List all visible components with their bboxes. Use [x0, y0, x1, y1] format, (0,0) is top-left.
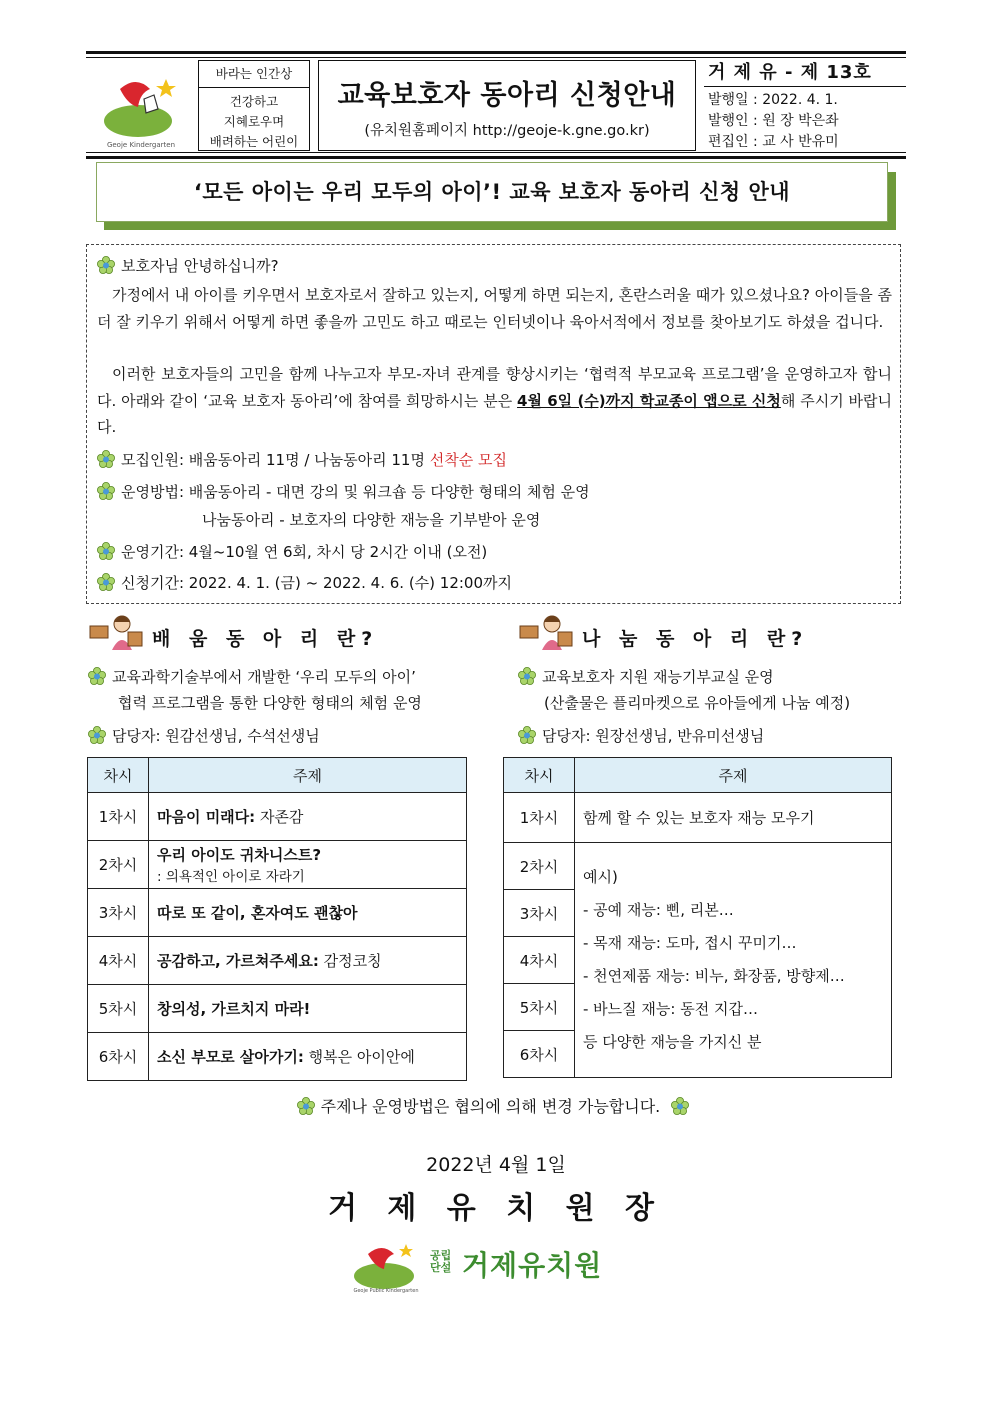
header [86, 51, 906, 159]
footer-kindergarten-name: 거제유치원 [462, 1249, 603, 1282]
flower-icon [297, 1097, 315, 1115]
flower-icon [97, 573, 115, 591]
method-line-2: 나눔동아리 - 보호자의 다양한 재능을 기부받아 운영 [202, 511, 541, 529]
examples-cell: 예시) - 공예 재능: 삔, 리본… - 목재 재능: 도마, 접시 꾸미기… - 천연제품 재능: 비누, 화장품, 방향제… - 바느질 재능: 동전 지갑… 등 다양한 재능을 가지신 분 [575, 843, 892, 1078]
learn-manager: 담당자: 원감선생님, 수석선생님 [88, 723, 320, 749]
flower-icon [97, 482, 115, 500]
learn-desc-1: 교육과학기술부에서 개발한 ‘우리 모두의 아이’ [88, 664, 416, 690]
table-row: 2차시 우리 아이도 귀차니스트? : 의욕적인 아이로 자라기 [88, 841, 467, 889]
table-row: 2차시 예시) - 공예 재능: 삔, 리본… - 목재 재능: 도마, 접시 꾸미기… - 천연제품 재능: 비누, 화장품, 방향제… - 바느질 재능: 동전 지갑… 등 다양한 재능을 가지신 분 [504, 843, 892, 890]
teacher-icon [88, 612, 148, 652]
deadline-highlight: 4월 6일 (수)까지 학교종이 앱으로 신청 [517, 391, 781, 410]
greeting: 보호자님 안녕하십니까? [121, 257, 279, 275]
first-come-note: 선착순 모집 [429, 451, 507, 469]
motto-line: 배려하는 어린이 [209, 134, 299, 149]
motto-title: 바라는 인간상 [199, 61, 309, 88]
flower-icon [518, 667, 536, 685]
banner-title: ‘모든 아이는 우리 모두의 아이’! 교육 보호자 동아리 신청 안내 [96, 162, 888, 222]
share-club-title: 나 눔 동 아 리 란? [582, 628, 809, 650]
flower-icon [97, 256, 115, 274]
editor: 편집인 : 교 사 반유미 [708, 134, 839, 150]
share-desc-1: 교육보호자 지원 재능기부교실 운영 [518, 664, 774, 690]
table-row: 4차시 공감하고, 가르쳐주세요: 감정코칭 [88, 937, 467, 985]
footer-logo [350, 1236, 650, 1296]
table-row: 5차시 창의성, 가르치지 마라! [88, 985, 467, 1033]
flower-icon [671, 1097, 689, 1115]
kindergarten-logo [86, 59, 196, 151]
table-row: 1차시 함께 할 수 있는 보호자 재능 모우기 [504, 793, 892, 843]
table-row: 3차시 따로 또 같이, 혼자여도 괜찮아 [88, 889, 467, 937]
intro-box [86, 244, 901, 604]
page-title: 교육보호자 동아리 신청안내 [337, 80, 677, 111]
table-row: 6차시 소신 부모로 살아가기: 행복은 아이안에 [88, 1033, 467, 1081]
svg-text:Geoje Public Kindergarten: Geoje Public Kindergarten [353, 1288, 419, 1294]
signer: 거 제 유 치 원 장 [327, 1191, 665, 1226]
table-row: 3차시 [504, 890, 892, 937]
issue-info [704, 60, 906, 149]
intro-paragraph-1: 가정에서 내 아이를 키우면서 보호자로서 잘하고 있는지, 어떻게 하면 되는지, 혼란스러울 때가 있으셨나요? 아이들을 좀 더 잘 키우기 위해서 어떻게 하면 좋을까 고민도 하고 때로는 인터넷이나 육아서적에서 정보를 찾아보기도 하셨을 겁니다. [97, 286, 892, 331]
flower-icon [518, 726, 536, 744]
intro-paragraph-2: 이러한 보호자들의 고민을 함께 나누고자 부모-자녀 관계를 향상시키는 ‘협력적 부모교육 프로그램’을 운영하고자 합니다. 아래와 같이 ‘교육 보호자 동아리’에 참여를 희망하시는 분은 4월 6일 (수)까지 학교종이 앱으로 신청해 주시기 바랍니다. [97, 365, 892, 436]
table-row: 6차시 [504, 1031, 892, 1078]
share-manager: 담당자: 원장선생님, 반유미선생님 [518, 723, 764, 749]
col-topic: 주제 [575, 758, 892, 793]
learn-schedule-table [87, 757, 467, 1081]
learn-club-title: 배 움 동 아 리 란? [152, 628, 379, 650]
recruit-line: 모집인원: 배움동아리 11명 / 나눔동아리 11명 선착순 모집 [97, 447, 892, 474]
col-session: 차시 [504, 758, 575, 793]
flower-icon [97, 542, 115, 560]
flower-icon [88, 726, 106, 744]
teacher-icon [518, 612, 578, 652]
flower-icon [88, 667, 106, 685]
change-note: 주제나 운영방법은 협의에 의해 변경 가능합니다. [0, 1094, 992, 1117]
flower-icon [97, 450, 115, 468]
title-box [318, 60, 696, 151]
table-row: 1차시 마음이 미래다: 자존감 [88, 793, 467, 841]
greeting-line [97, 253, 892, 280]
learn-desc-2: 협력 프로그램을 통한 다양한 형태의 체험 운영 [118, 694, 422, 712]
publisher: 발행인 : 원 장 박은좌 [708, 113, 839, 129]
kindergarten-logo [350, 1236, 422, 1294]
share-schedule-table [503, 757, 892, 1078]
col-session: 차시 [88, 758, 149, 793]
table-header-row [88, 758, 467, 793]
motto-line: 지혜로우며 [223, 114, 285, 129]
issue-date: 발행일 : 2022. 4. 1. [708, 92, 838, 108]
public-label: 공립 단설 [430, 1249, 452, 1274]
period-line: 운영기간: 4월~10월 연 6회, 차시 당 2시간 이내 (오전) [97, 539, 892, 566]
col-topic: 주제 [149, 758, 467, 793]
table-row: 5차시 [504, 984, 892, 1031]
method-line: 운영방법: 배움동아리 - 대면 강의 및 워크숍 등 다양한 형태의 체험 운영 [97, 479, 892, 506]
homepage-url: (유치원홈페이지 http://geoje-k.gne.go.kr) [364, 123, 650, 139]
share-desc-2: (산출물은 플리마켓으로 유아들에게 나눔 예정) [544, 694, 851, 712]
svg-text:Geoje Kindergarten: Geoje Kindergarten [106, 141, 176, 149]
table-header-row [504, 758, 892, 793]
table-row: 4차시 [504, 937, 892, 984]
motto-box [198, 60, 310, 151]
motto-line: 건강하고 [229, 94, 279, 109]
issue-number: 거 제 유 - 제 13호 [704, 60, 906, 87]
issue-date-footer: 2022년 4월 1일 [426, 1154, 566, 1176]
apply-line: 신청기간: 2022. 4. 1. (금) ~ 2022. 4. 6. (수) 12:00까지 [97, 570, 892, 597]
